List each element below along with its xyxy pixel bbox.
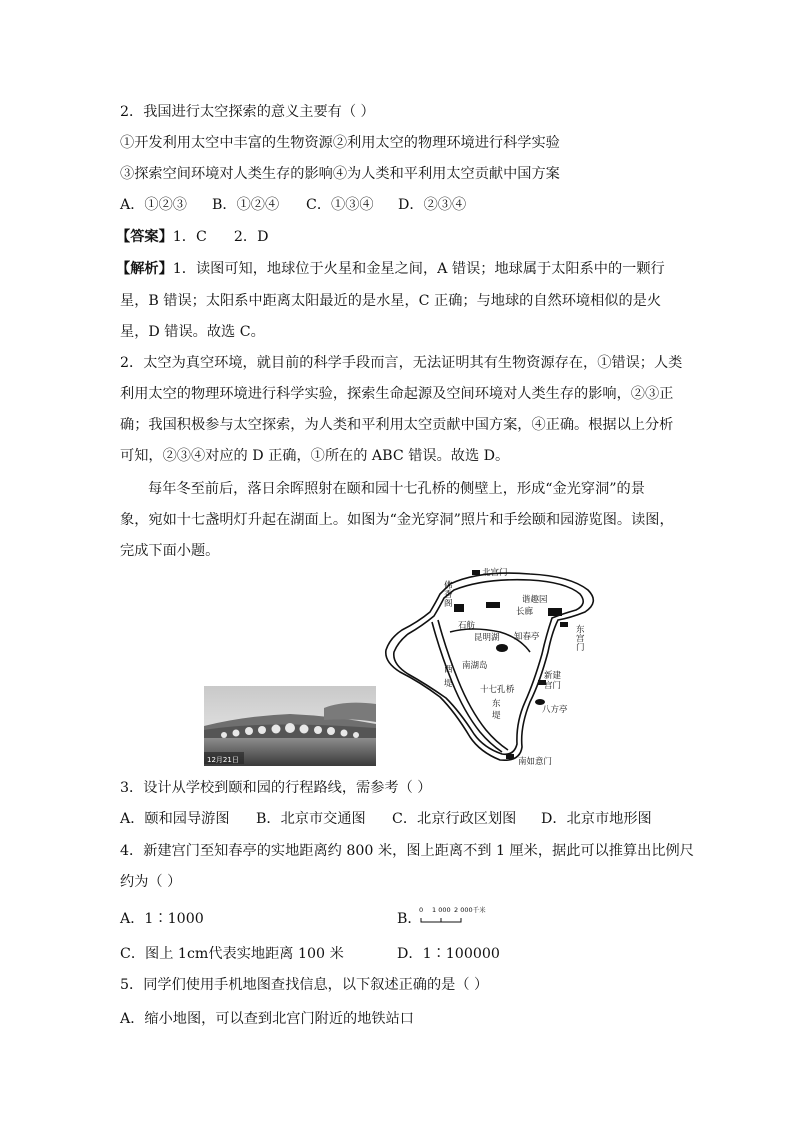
map-label-kunming-lake: 昆明湖 (474, 633, 500, 643)
intro-line-1: 每年冬至前后，落日余晖照射在颐和园十七孔桥的侧壁上，形成“金光穿洞”的景 (148, 481, 645, 497)
map-label-foxiang-1: 佛 (444, 581, 453, 591)
q4-option-d: D．1∶100000 (397, 946, 500, 962)
answer-text: 1．C 2．D (172, 229, 269, 245)
map-outline-outer (386, 573, 594, 760)
scale-tick-0: 0 (419, 906, 424, 914)
analysis-line-5: 利用太空的物理环境进行科学实验，探索生命起源及空间环境对人类生存的影响，②③正 (120, 386, 674, 402)
analysis-line-7: 可知，②③④对应的 D 正确，①所在的 ABC 错误。故选 D。 (120, 448, 510, 464)
q5-stem: 5．同学们使用手机地图查找信息，以下叙述正确的是（ ） (120, 977, 489, 993)
analysis-line-4: 2．太空为真空环境，就目前的科学手段而言，无法证明其有生物资源存在，①错误；人类 (120, 355, 683, 371)
q4-stem-1: 4．新建宫门至知春亭的实地距离约 800 米，图上距离不到 1 厘米，据此可以推算出比例尺 (120, 843, 694, 859)
map-label-shifang: 石舫 (458, 621, 476, 631)
south-lake-island-icon (496, 644, 508, 652)
scale-bar-line (421, 918, 461, 922)
map-label-foxiang-2: 香 (444, 590, 453, 600)
summer-palace-map (380, 562, 610, 772)
map-label-east-2: 宫 (576, 634, 585, 644)
analysis-line-6: 确；我国积极参与太空探索，为人类和平利用太空贡献中国方案，④正确。根据以上分析 (120, 417, 674, 433)
q2-option-b: B．①②④ (212, 197, 280, 213)
map-label-bridge-2: 桥 (506, 685, 515, 695)
south-ruyi-gate-icon (506, 754, 514, 759)
q2-option-c: C．①③④ (306, 197, 374, 213)
map-label-west-1: 西 (444, 665, 453, 675)
q3-stem: 3．设计从学校到颐和园的行程路线，需参考（ ） (120, 780, 432, 796)
q2-option-d: D．②③④ (398, 197, 467, 213)
analysis-line-1 (116, 258, 665, 280)
scale-tick-2000: 2 000千米 (454, 906, 486, 914)
map-label-east-1: 东 (576, 625, 585, 635)
map-label-nanru-gate: 南如意门 (518, 757, 553, 767)
scale-tick-1000: 1 000 (432, 906, 451, 914)
map-label-foxiang-3: 阁 (444, 599, 453, 609)
analysis-line-3: 星，D 错误。故选 C。 (120, 324, 265, 340)
map-label-xiequyuan: 谐趣园 (522, 595, 548, 605)
map-label-xinjian-1: 新建 (544, 671, 562, 681)
map-label-dongdi-1: 东 (492, 699, 501, 709)
q3-option-c: C．北京行政区划图 (392, 811, 517, 827)
q4-option-c: C．图上 1cm代表实地距离 100 米 (120, 946, 344, 962)
q5-option-a: A．缩小地图，可以查到北宫门附近的地铁站口 (120, 1011, 414, 1027)
q2-stem: 2．我国进行太空探索的意义主要有（ ） (120, 104, 375, 120)
q4-stem-2: 约为（ ） (120, 874, 182, 890)
q2-option-a: A．①②③ (120, 197, 187, 213)
answer-line (116, 226, 268, 248)
east-gate-icon (560, 622, 568, 627)
intro-line-2: 象，宛如十七盏明灯升起在湖面上。如图为“金光穿洞”照片和手绘颐和园游览图。读图， (120, 512, 674, 528)
bridge-photo (204, 686, 376, 766)
scale-bar-graphic (418, 904, 498, 926)
q4-option-a: A．1∶1000 (120, 911, 204, 927)
map-label-bafang: 八方亭 (542, 705, 568, 715)
foxiang-pavilion-icon (454, 604, 464, 612)
map-label-dongdi-2: 堤 (492, 711, 501, 721)
map-label-north-gate: 北宫门 (482, 568, 508, 578)
q3-option-a: A．颐和园导游图 (120, 811, 230, 827)
analysis-line-2: 星，B 错误；太阳系中距离太阳最近的是水星，C 正确；与地球的自然环境相似的是火 (120, 293, 662, 309)
north-gate-icon (472, 570, 480, 575)
corridor-icon (486, 602, 500, 608)
q2-statement-2: ③探索空间环境对人类生存的影响④为人类和平利用太空贡献中国方案 (120, 166, 560, 182)
q3-option-d: D．北京市地形图 (541, 811, 652, 827)
map-label-bridge-1: 十七孔 (480, 685, 506, 695)
photo-date: 12月21日 (207, 756, 239, 764)
intro-line-3: 完成下面小题。 (120, 543, 220, 559)
map-label-nanhu-island: 南湖岛 (462, 661, 488, 671)
q2-statement-1: ①开发利用太空中丰富的生物资源②利用太空的物理环境进行科学实验 (120, 135, 560, 151)
xiequ-garden-icon (548, 608, 562, 616)
analysis-text-1: 1．读图可知，地球位于火星和金星之间，A 错误；地球属于太阳系中的一颗行 (172, 261, 665, 277)
map-label-zhichun: 知春亭 (514, 632, 540, 642)
map-label-xinjian-2: 宫门 (544, 681, 562, 691)
map-label-changlang: 长廊 (516, 607, 534, 617)
map-label-east-3: 门 (576, 643, 585, 653)
q3-option-b: B．北京市交通图 (256, 811, 366, 827)
answer-label: 【答案】 (116, 229, 173, 245)
q4-option-b-label: B． (397, 911, 422, 927)
analysis-label: 【解析】 (116, 261, 173, 277)
map-label-west-2: 堤 (444, 679, 453, 689)
